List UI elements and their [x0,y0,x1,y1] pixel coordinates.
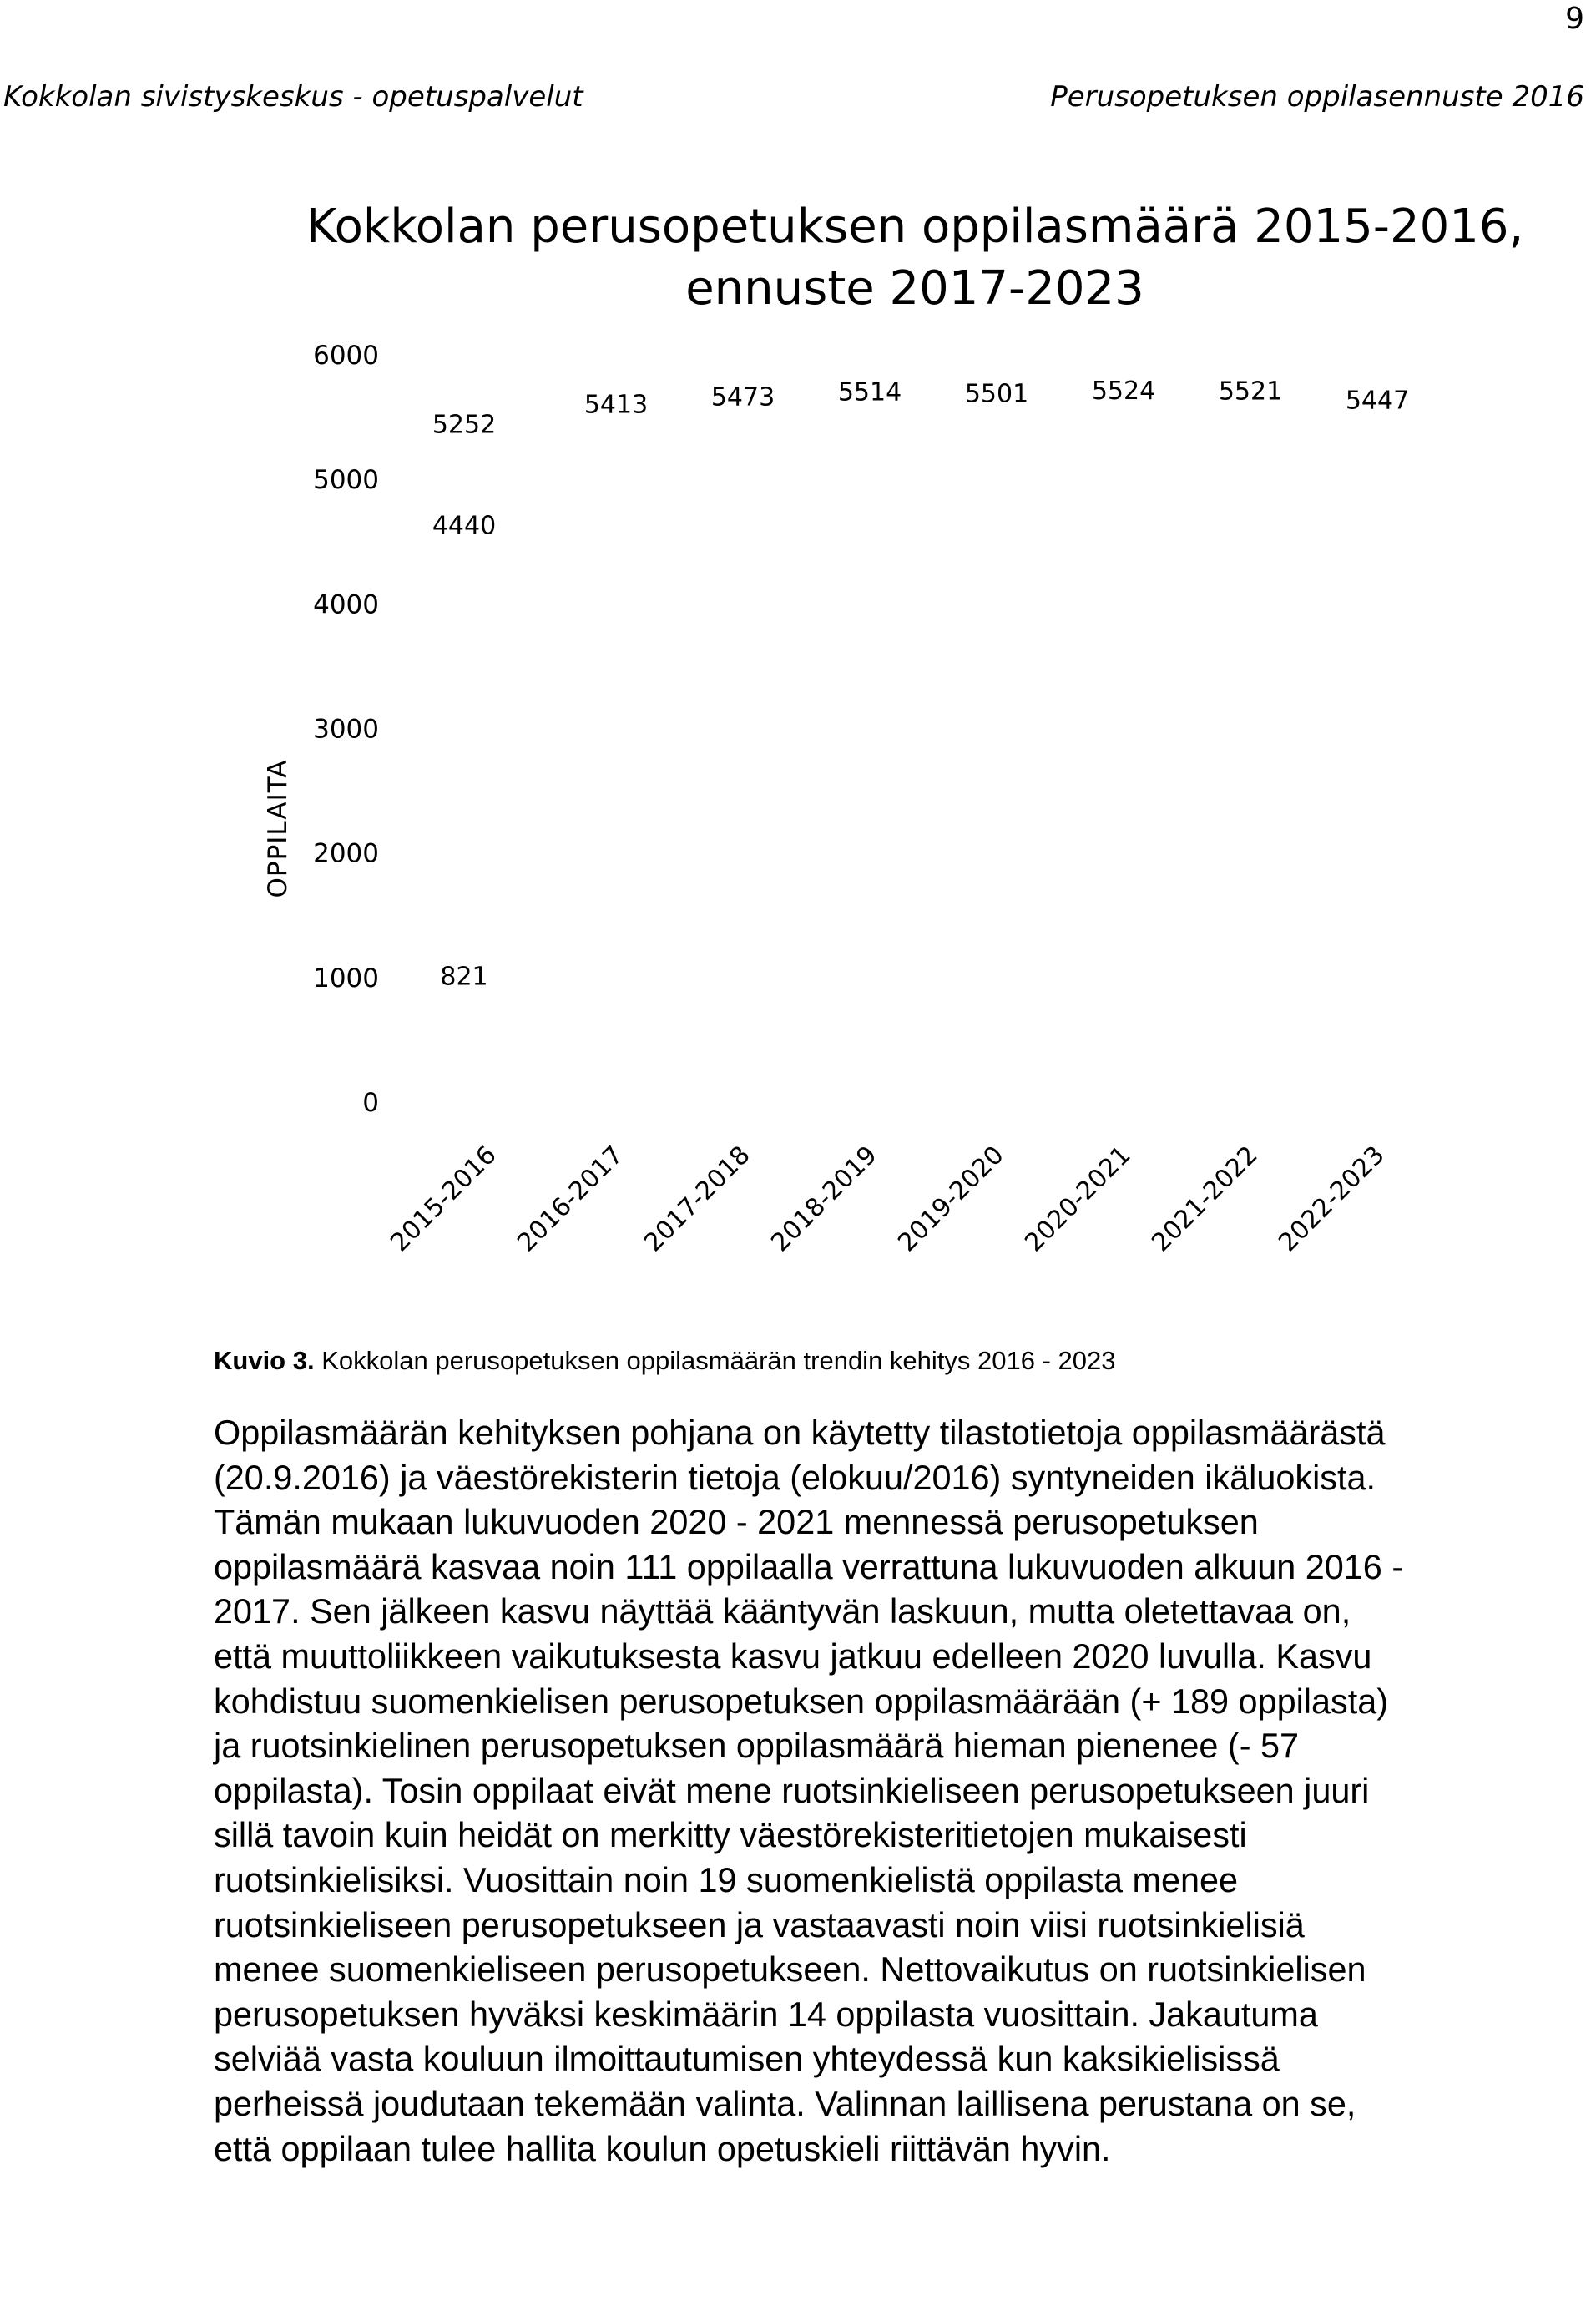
data-labels [432,377,1409,992]
x-category-label: 2018-2019 [765,1140,883,1258]
data-point-label: 5252 [432,410,497,440]
y-tick-label: 2000 [313,838,379,869]
student-count-chart [0,167,1596,1336]
y-axis-title: OPPILAITA [263,759,293,898]
body-line: että oppilaan tulee hallita koulun opetuskieli riittävän hyvin. [214,2129,1111,2168]
x-category-label: 2016-2017 [512,1140,629,1258]
body-line: oppilasmäärä kasvaa noin 111 oppilaalla verrattuna lukuvuoden alkuun 2016 - [214,1547,1404,1586]
y-axis-title-group [263,760,293,898]
data-point-label: 5501 [964,379,1029,409]
body-line: Tämän mukaan lukuvuoden 2020 - 2021 mennessä perusopetuksen [214,1503,1259,1542]
data-point-label: 5514 [837,377,902,407]
body-line: menee suomenkieliseen perusopetukseen. Nettovaikutus on ruotsinkielisen [214,1950,1366,1990]
x-category-label: 2021-2022 [1146,1140,1264,1258]
body-line: perusopetuksen hyväksi keskimäärin 14 oppilasta vuosittain. Jakautuma [214,1995,1318,2034]
body-line: että muuttoliikkeen vaikutuksesta kasvu jatkuu edelleen 2020 luvulla. Kasvu [214,1636,1372,1676]
data-point-label: 5524 [1091,377,1156,407]
body-line: ja ruotsinkielinen perusopetuksen oppilasmäärä hieman pienenee (- 57 [214,1727,1300,1766]
data-point-label: 5473 [710,382,775,412]
y-tick-label: 1000 [313,963,379,994]
chart-title-line: Kokkolan perusopetuksen oppilasmäärä 2015-2016, [306,200,1524,254]
chart-title-line: ennuste 2017-2023 [685,261,1144,316]
chart-title [306,200,1524,316]
data-point-label: 5521 [1218,377,1283,407]
body-line: kohdistuu suomenkielisen perusopetuksen oppilasmäärään (+ 189 oppilasta) [214,1682,1389,1721]
body-line: (20.9.2016) ja väestörekisterin tietoja (elokuu/2016) syntyneiden ikäluokista. [214,1458,1376,1497]
x-category-label: 2022-2023 [1273,1140,1391,1258]
y-tick-label: 5000 [313,465,379,496]
page-number: 9 [1565,2,1584,36]
x-category-label: 2019-2020 [892,1140,1010,1258]
y-tick-label: 4000 [313,589,379,620]
body-line: oppilasta). Tosin oppilaat eivät mene ruotsinkieliseen perusopetukseen juuri [214,1771,1370,1810]
data-point-label: 5447 [1345,386,1410,416]
body-line: ruotsinkielisiksi. Vuosittain noin 19 suomenkielistä oppilasta menee [214,1860,1239,1899]
header-right-text: Perusopetuksen oppilasennuste 2016 [1050,80,1584,114]
body-line: selviää vasta kouluun ilmoittautumisen yhteydessä kun kaksikielisissä [214,2040,1280,2079]
body-line: Oppilasmäärän kehityksen pohjana on käytetty tilastotietoja oppilasmäärästä [214,1413,1386,1452]
data-point-label: 5413 [583,390,649,420]
y-tick-label: 3000 [313,714,379,745]
x-category-label: 2020-2021 [1019,1140,1137,1258]
body-line: sillä tavoin kuin heidät on merkitty väestörekisteritietojen mukaisesti [214,1816,1247,1855]
body-paragraph [214,1411,1583,2172]
caption-label: Kuvio 3. [214,1346,315,1375]
body-line: ruotsinkieliseen perusopetukseen ja vastaavasti noin viisi ruotsinkielisiä [214,1905,1305,1944]
data-point-label: 821 [440,962,488,992]
body-line: perheissä joudutaan tekemään valinta. Valinnan laillisena perustana on se, [214,2084,1356,2123]
category-labels [385,1140,1390,1257]
data-point-label: 4440 [432,511,497,541]
y-axis-ticks [313,341,379,1118]
x-category-label: 2017-2018 [639,1140,756,1258]
running-header [0,80,1596,122]
header-left-text: Kokkolan sivistyskeskus - opetuspalvelut [3,80,583,114]
y-tick-label: 6000 [313,341,379,371]
figure-caption [214,1346,1583,1376]
body-line: 2017. Sen jälkeen kasvu näyttää kääntyvän laskuun, mutta oletettavaa on, [214,1592,1351,1631]
x-category-label: 2015-2016 [385,1140,503,1258]
y-tick-label: 0 [362,1088,379,1118]
caption-text: Kokkolan perusopetuksen oppilasmäärän trendin kehitys 2016 - 2023 [314,1346,1116,1375]
